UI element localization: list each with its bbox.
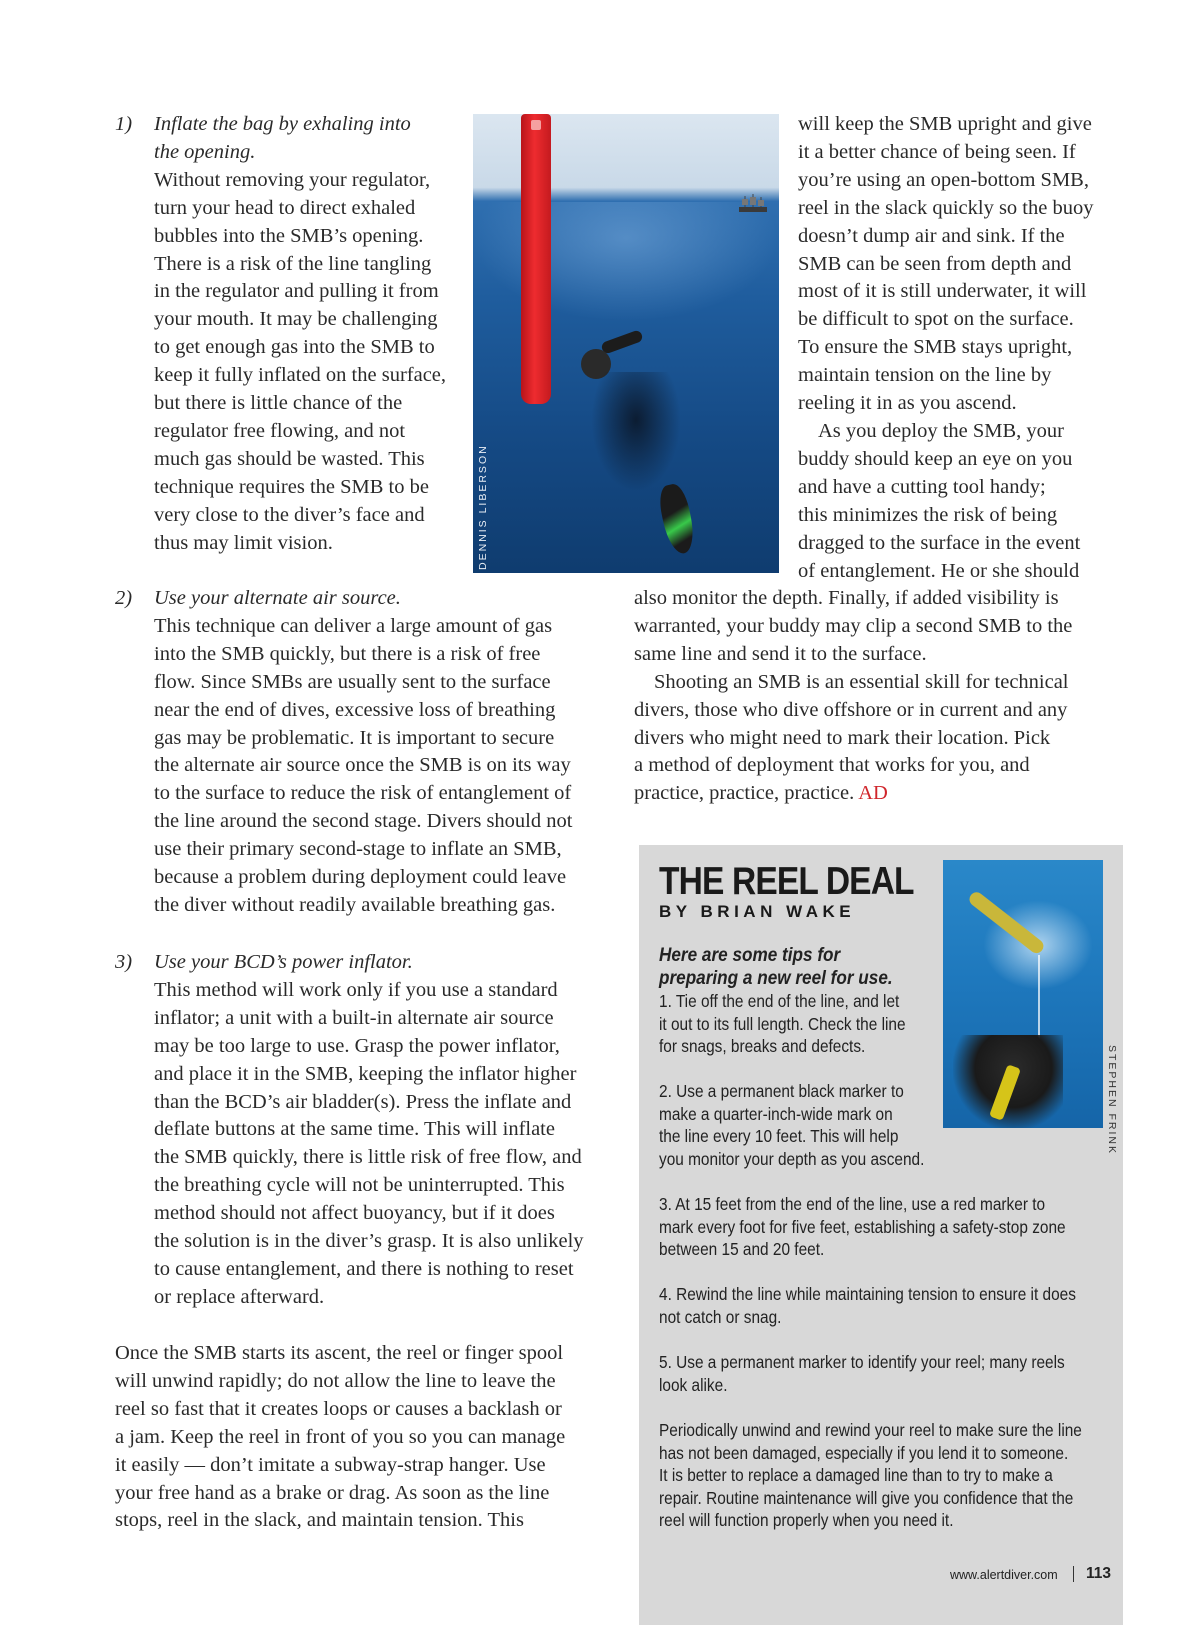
sidebar-tip-1: [659, 990, 906, 1058]
sidebar-tip-2: [659, 1080, 924, 1170]
item2-number: 2): [115, 587, 133, 609]
text-line: reel in the slack quickly so the buoy: [798, 196, 1094, 219]
text-line: 3. At 15 feet from the end of the line, use a red marker to: [659, 1194, 1046, 1214]
right-wide-text: [634, 585, 1072, 808]
text-line: This method will work only if you use a standard: [154, 978, 558, 1001]
text-line: reel so fast that it creates loops or causes a backlash or: [115, 1397, 562, 1420]
text-line: near the end of dives, excessive loss of breathing: [154, 698, 556, 721]
text-line: the SMB quickly, there is little risk of free flow, and: [154, 1146, 582, 1169]
sidebar-closing: [659, 1419, 1082, 1532]
text-line: make a quarter-inch-wide mark on: [659, 1103, 893, 1124]
text-line: Once the SMB starts its ascent, the reel or finger spool: [115, 1342, 564, 1364]
item1-heading: [154, 111, 446, 167]
text-line: As you deploy the SMB, your: [818, 419, 1064, 442]
text-line: it out to its full length. Check the line: [659, 1013, 906, 1034]
closing-paragraph: [115, 1340, 565, 1535]
text-line: This technique can deliver a large amount of gas: [154, 614, 553, 637]
text-line: reel will function properly when you need it.: [659, 1510, 954, 1531]
text-line: deflate buttons at the same time. This will inflate: [154, 1118, 555, 1141]
text-line: gas may be problematic. It is important to secure: [154, 726, 555, 749]
text-line: 1. Tie off the end of the line, and let: [659, 991, 900, 1011]
photo1-credit: DENNIS LIBERSON: [477, 444, 489, 570]
red-smb-buoy: [521, 114, 551, 404]
text-line: a jam. Keep the reel in front of you so you can manage: [115, 1425, 566, 1448]
sidebar-lead: [659, 944, 893, 990]
text-line: will keep the SMB upright and give: [798, 113, 1092, 135]
footer-divider: [1073, 1566, 1074, 1582]
sidebar-byline: BY BRIAN WAKE: [659, 902, 856, 921]
text-line: To ensure the SMB stays upright,: [798, 336, 1073, 359]
text-line: thus may limit vision.: [154, 531, 333, 554]
text-line: dragged to the surface in the event: [798, 531, 1081, 554]
text-line: and place it in the SMB, keeping the inflator higher: [154, 1062, 577, 1085]
reel-diver-photo: [943, 860, 1103, 1128]
text-line: this minimizes the risk of being: [798, 503, 1058, 526]
text-line: look alike.: [659, 1374, 728, 1395]
item1-text: [154, 111, 446, 558]
text-line: use their primary second-stage to inflate an SMB,: [154, 838, 562, 861]
text-line: also monitor the depth. Finally, if added visibility is: [634, 587, 1059, 609]
text-line: will unwind rapidly; do not allow the line to leave the: [115, 1369, 556, 1392]
text-line: regulator free flowing, and not: [154, 419, 406, 442]
text-line: between 15 and 20 feet.: [659, 1239, 825, 1260]
text-line: divers who might need to mark their location. Pick: [634, 726, 1051, 749]
text-line: Shooting an SMB is an essential skill for technical: [654, 670, 1069, 693]
text-line: your free hand as a brake or drag. As soon as the line: [115, 1481, 550, 1504]
text-line: maintain tension on the line by: [798, 364, 1052, 387]
text-line: It is better to replace a damaged line than to try to make a: [659, 1465, 1053, 1486]
text-line: bubbles into the SMB’s opening.: [154, 224, 424, 247]
final-line-text: practice, practice, practice.: [634, 782, 855, 805]
text-line: method should not affect buoyancy, but if it does: [154, 1202, 555, 1225]
text-line: same line and send it to the surface.: [634, 642, 927, 665]
sidebar-tip-5: [659, 1351, 1065, 1396]
item3-heading: [154, 949, 584, 977]
text-line: to cause entanglement, and there is nothing to reset: [154, 1257, 574, 1280]
text-line: preparing a new reel for use.: [659, 967, 893, 989]
text-line: 5. Use a permanent marker to identify your reel; many reels: [659, 1352, 1065, 1372]
text-line: into the SMB quickly, but there is a risk of free: [154, 642, 541, 665]
text-line: divers, those who dive offshore or in current and any: [634, 698, 1068, 721]
sidebar-title: THE REEL DEAL: [659, 860, 914, 903]
text-line: you monitor your depth as you ascend.: [659, 1148, 925, 1169]
text-line: stops, reel in the slack, and maintain tension. This: [115, 1509, 524, 1532]
text-line: repair. Routine maintenance will give you confidence that the: [659, 1487, 1074, 1508]
item3-number: 3): [115, 951, 133, 973]
text-line: most of it is still underwater, it will: [798, 280, 1087, 303]
text-line: of entanglement. He or she should: [798, 559, 1080, 582]
sidebar-tip-4: [659, 1283, 1076, 1328]
text-line: Without removing your regulator,: [154, 168, 431, 191]
text-line: 2. Use a permanent black marker to: [659, 1081, 904, 1101]
text-line: buddy should keep an eye on you: [798, 447, 1073, 470]
text-line: Inflate the bag by exhaling into: [154, 113, 411, 135]
item2-text: [154, 585, 572, 920]
text-line: much gas should be wasted. This: [154, 447, 425, 470]
item3-body: [154, 977, 584, 1312]
text-line: may be too large to use. Grasp the power inflator,: [154, 1034, 560, 1057]
text-line: Here are some tips for: [659, 944, 841, 966]
text-line: the solution is in the diver’s grasp. It is also unlikely: [154, 1230, 584, 1253]
text-line: very close to the diver’s face and: [154, 503, 425, 526]
text-line: SMB can be seen from depth and: [798, 252, 1072, 275]
text-line: technique requires the SMB to be: [154, 475, 429, 498]
ship-icon: [735, 194, 771, 214]
text-line: warranted, your buddy may clip a second SMB to the: [634, 614, 1073, 637]
green-fin: [656, 482, 698, 556]
text-line: the diver without readily available breathing gas.: [154, 893, 556, 916]
text-line: reeling it in as you ascend.: [798, 392, 1017, 415]
item1-number: 1): [115, 113, 133, 135]
text-line: Periodically unwind and rewind your reel to make sure the line: [659, 1420, 1082, 1440]
text-line: Use your BCD’s power inflator.: [154, 951, 413, 973]
text-line: not catch or snag.: [659, 1306, 782, 1327]
text-line: be difficult to spot on the surface.: [798, 308, 1074, 331]
item3-text: [154, 949, 584, 1312]
text-line: mark every foot for five feet, establishing a safety-stop zone: [659, 1216, 1066, 1237]
text-line: the opening.: [154, 140, 256, 163]
text-line: to get enough gas into the SMB to: [154, 336, 435, 359]
diver-smb-photo: [473, 114, 779, 573]
text-line: doesn’t dump air and sink. If the: [798, 224, 1065, 247]
text-line: the alternate air source once the SMB is on its way: [154, 754, 571, 777]
item2-heading: [154, 585, 572, 613]
text-line: the line around the second stage. Divers should not: [154, 810, 573, 833]
text-line: inflator; a unit with a built-in alternate air source: [154, 1006, 554, 1029]
text-line: There is a risk of the line tangling: [154, 252, 432, 275]
text-line: you’re using an open-bottom SMB,: [798, 168, 1089, 191]
sidebar-tip-3: [659, 1193, 1066, 1261]
item2-body: [154, 613, 572, 920]
final-line: [634, 780, 1072, 808]
text-line: or replace afterward.: [154, 1285, 325, 1308]
text-line: it easily — don’t imitate a subway-strap hanger. Use: [115, 1453, 546, 1476]
text-line: has not been damaged, especially if you lend it to someone.: [659, 1442, 1069, 1463]
text-line: than the BCD’s air bladder(s). Press the inflate and: [154, 1090, 572, 1113]
text-line: the line every 10 feet. This will help: [659, 1126, 899, 1147]
text-line: because a problem during deployment could leave: [154, 866, 567, 889]
text-line: keep it fully inflated on the surface,: [154, 364, 447, 387]
text-line: the breathing cycle will not be uninterrupted. This: [154, 1174, 565, 1197]
footer-url: www.alertdiver.com: [950, 1568, 1058, 1582]
text-line: in the regulator and pulling it from: [154, 280, 439, 303]
text-line: your mouth. It may be challenging: [154, 308, 438, 331]
text-line: flow. Since SMBs are usually sent to the surface: [154, 670, 551, 693]
text-line: to the surface to reduce the risk of entanglement of: [154, 782, 572, 805]
photo2-credit: STEPHEN FRINK: [1106, 1045, 1118, 1156]
page-number: 113: [1086, 1565, 1112, 1582]
text-line: a method of deployment that works for you, and: [634, 754, 1030, 777]
text-line: 4. Rewind the line while maintaining tension to ensure it does: [659, 1284, 1076, 1304]
text-line: for snags, breaks and defects.: [659, 1036, 866, 1057]
right-narrow-text: [798, 111, 1093, 585]
ad-end-mark: AD: [858, 782, 888, 805]
right-wide-lines: [634, 585, 1072, 780]
right-narrow-lines: [798, 111, 1093, 585]
text-line: and have a cutting tool handy;: [798, 475, 1046, 498]
text-line: Use your alternate air source.: [154, 587, 401, 609]
text-line: turn your head to direct exhaled: [154, 196, 416, 219]
text-line: but there is little chance of the: [154, 392, 403, 415]
item1-body: [154, 167, 446, 558]
text-line: it a better chance of being seen. If: [798, 140, 1076, 163]
